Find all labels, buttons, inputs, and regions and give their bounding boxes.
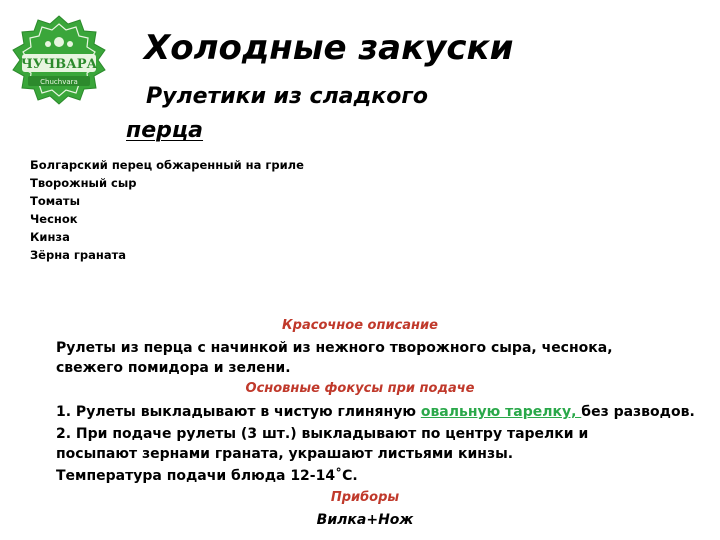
serving-temperature: Температура подачи блюда 12-14˚С. xyxy=(56,468,358,484)
ingredient-item: Томаты xyxy=(30,194,80,208)
serving-item-1-text: 1. Рулеты выкладывают в чистую глиняную xyxy=(56,404,421,420)
logo-subtext: Chuchvara xyxy=(40,78,78,86)
ingredient-item: Болгарский перец обжаренный на гриле xyxy=(30,158,304,172)
ingredient-item: Творожный сыр xyxy=(30,176,137,190)
description-heading: Красочное описание xyxy=(282,318,438,333)
ingredient-item: Кинза xyxy=(30,230,70,244)
serving-item-1 xyxy=(56,402,696,422)
description-text: Рулеты из перца с начинкой из нежного творожного сыра, чеснока, свежего помидора и зелени. xyxy=(56,340,613,376)
ingredients-list xyxy=(30,156,304,264)
serving-heading: Основные фокусы при подаче xyxy=(245,381,475,396)
page-title: Холодные закуски xyxy=(144,28,514,68)
serving-item-2: 2. При подаче рулеты (3 шт.) выкладывают по центру тарелки и посыпают зернами граната, украшают листьями кинзы. xyxy=(56,426,589,462)
serving-item-1-end: без разводов. xyxy=(581,404,695,420)
plate-highlight: овальную тарелку, xyxy=(420,404,582,420)
dish-name-line1: Рулетики из сладкого xyxy=(146,84,428,109)
cutlery-heading: Приборы xyxy=(330,490,400,505)
logo-text: ЧУЧВАРА xyxy=(20,57,98,72)
dish-name xyxy=(126,80,464,148)
dish-name-line2: перца xyxy=(126,118,204,143)
brand-logo xyxy=(8,14,110,106)
ingredient-item: Чеснок xyxy=(30,212,78,226)
cutlery-value: Вилка+Нож xyxy=(316,512,414,528)
ingredient-item: Зёрна граната xyxy=(30,248,127,262)
